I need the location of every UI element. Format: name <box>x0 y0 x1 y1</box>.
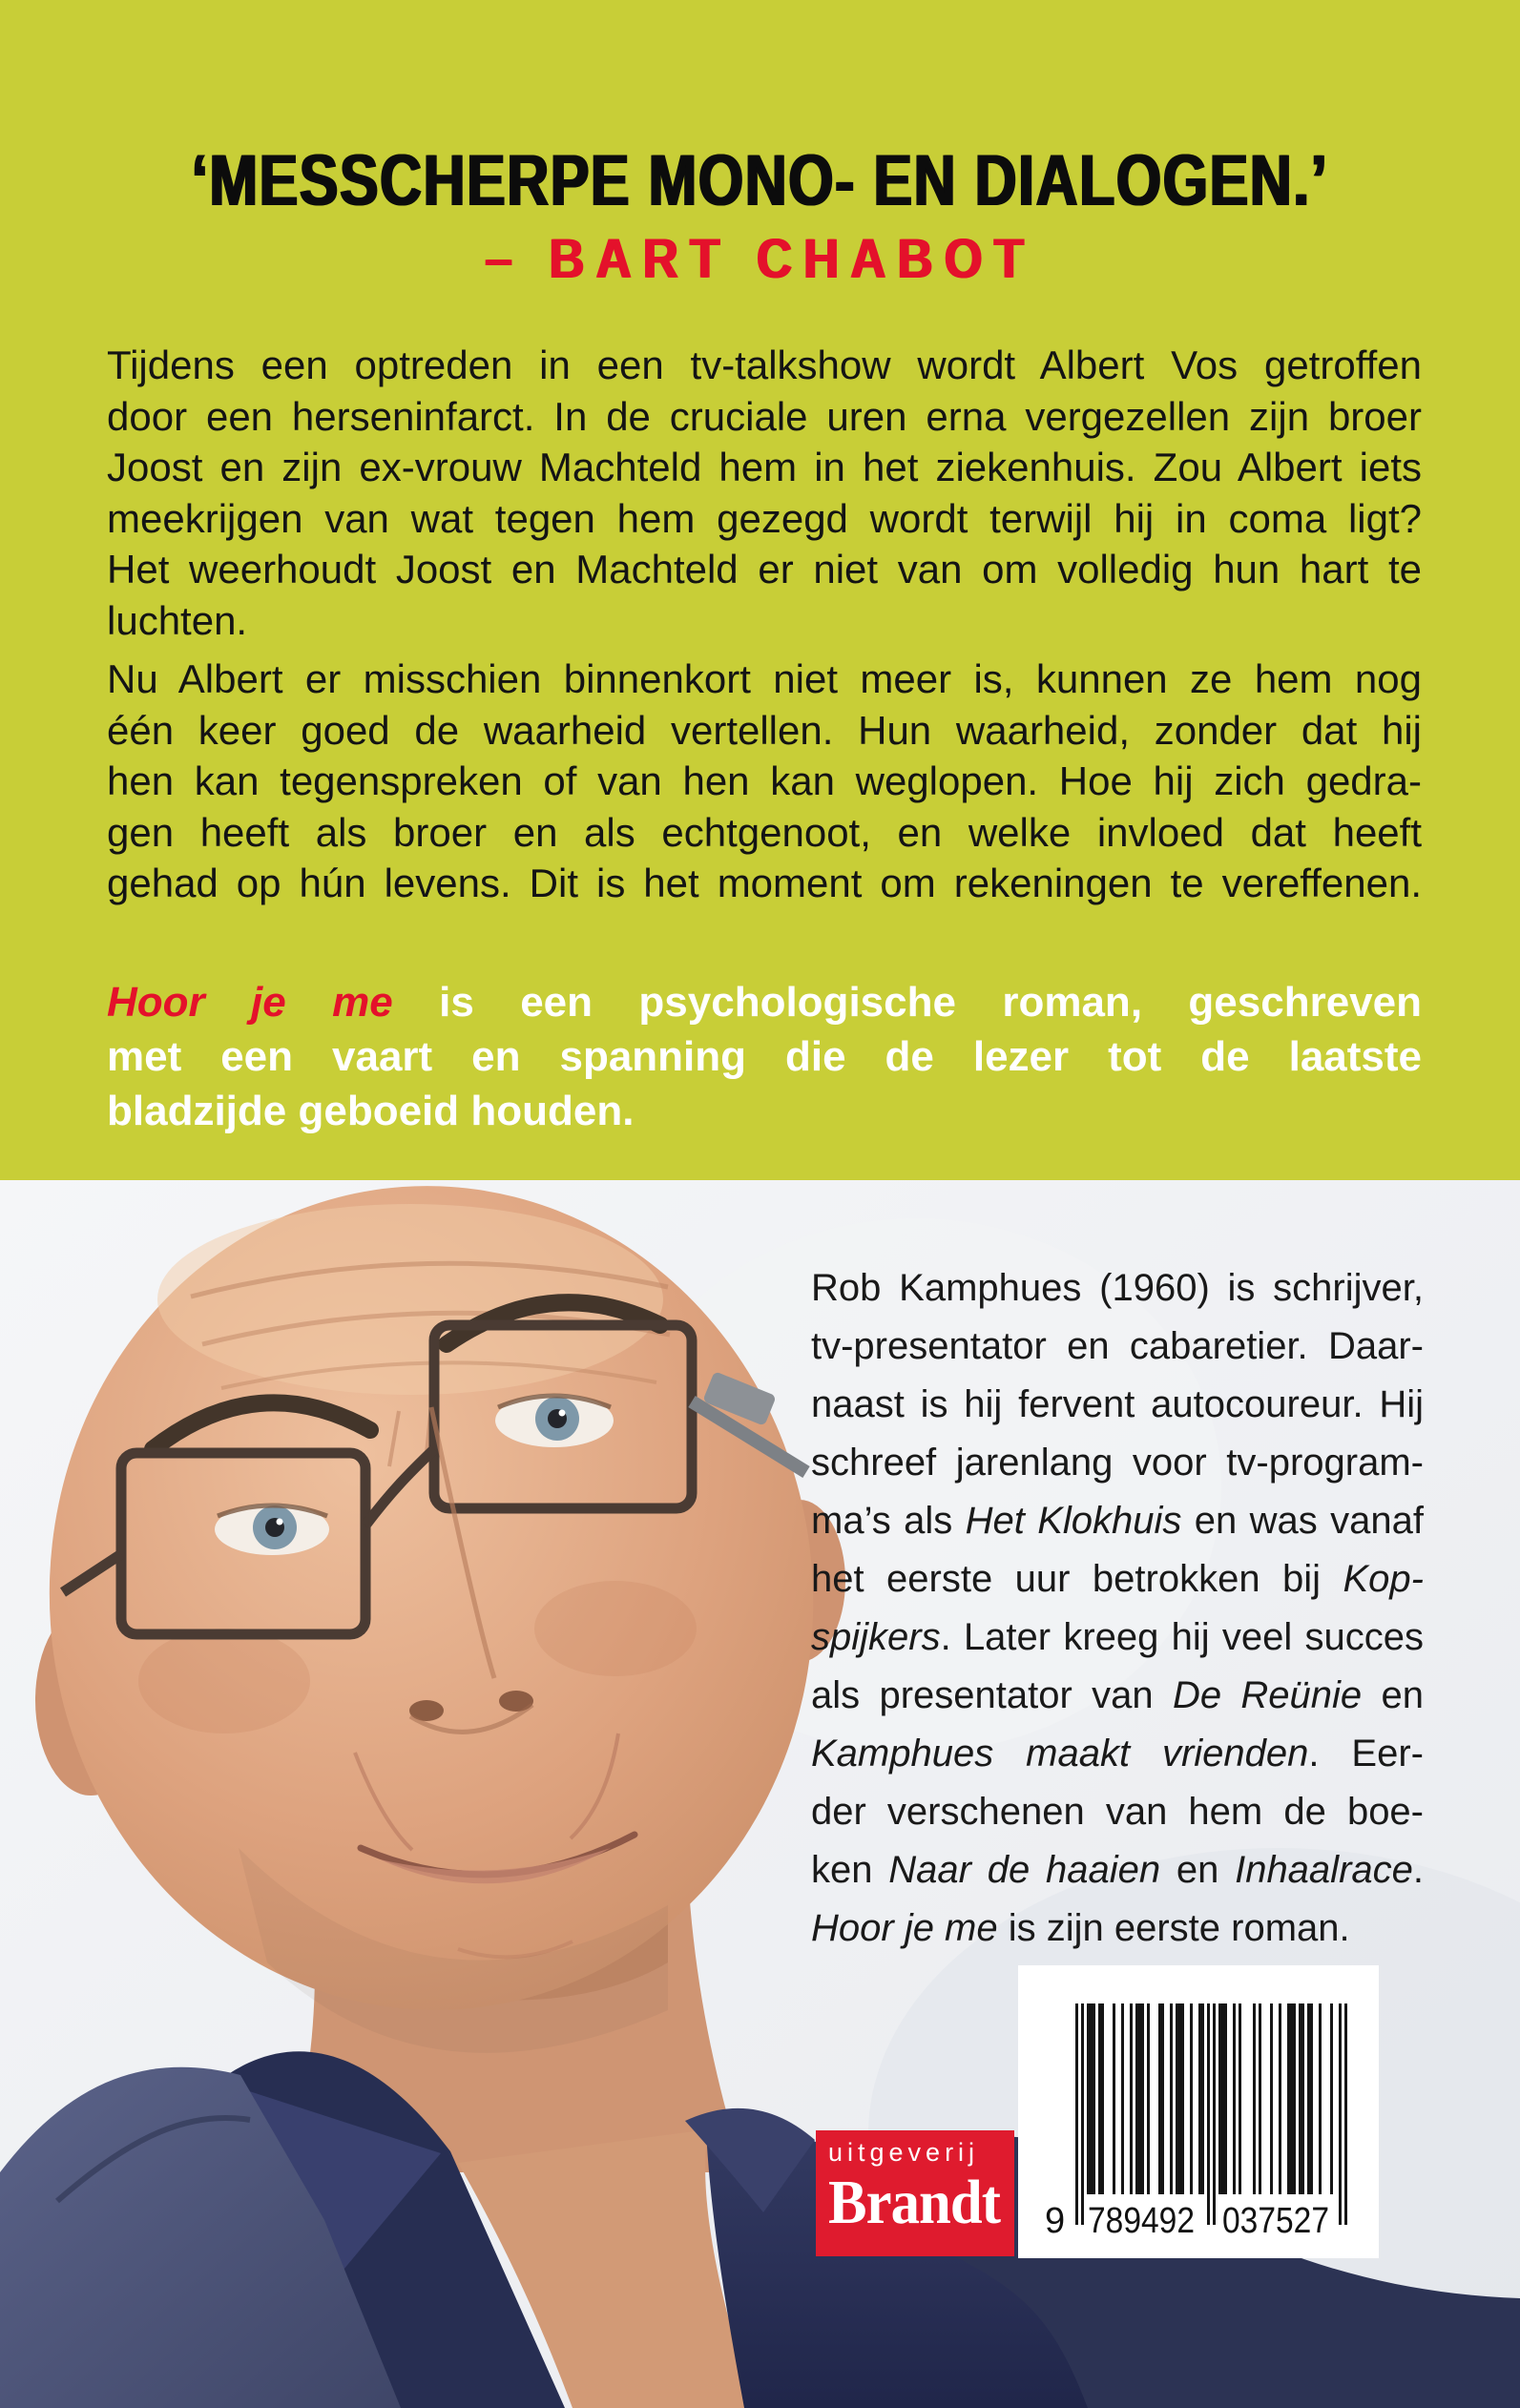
publisher-imprint-label: uitgeverij <box>828 2138 980 2167</box>
text-line: door een herseninfarct. In de cruciale uren erna vergezellen zijn broer <box>107 393 1422 439</box>
text-line: Hoor je me is zijn eerste roman. <box>811 1907 1350 1949</box>
text-line: het eerste uur betrokken bij Kop- <box>811 1558 1424 1600</box>
text-line: spijkers. Later kreeg hij veel succes <box>811 1616 1424 1658</box>
barcode-bars <box>1037 2003 1362 2252</box>
text-line: gen heeft als broer en als echtgenoot, en welke invloed dat heeft <box>107 809 1422 855</box>
text-line: meekrijgen van wat tegen hem gezegd wordt terwijl hij in coma ligt? <box>107 495 1422 541</box>
barcode <box>1018 1965 1379 2258</box>
quote-text: ‘MESSCHERPE MONO- EN DIALOGEN.’ <box>191 140 1329 221</box>
text-line: één keer goed de waarheid vertellen. Hun waarheid, zonder dat hij <box>107 707 1422 753</box>
text-line: Rob Kamphues (1960) is schrijver, <box>811 1267 1424 1309</box>
text-line: tv-presentator en cabaretier. Daar- <box>811 1325 1424 1367</box>
text-line: met een vaart en spanning die de lezer tot de laatste <box>107 1033 1422 1080</box>
barcode-digits: 037527 <box>1222 2201 1329 2241</box>
barcode-digits: 789492 <box>1088 2201 1195 2241</box>
barcode-digits: 9 <box>1045 2201 1066 2241</box>
synopsis-paragraph-2 <box>107 654 1422 909</box>
text-line: gehad op hún levens. Dit is het moment om rekeningen te vereffenen. <box>107 861 1422 905</box>
text-line: bladzijde geboeid houden. <box>107 1088 635 1134</box>
text-line: hen kan tegenspreken of van hen kan weglopen. Hoe hij zich gedra- <box>107 758 1422 803</box>
quote-attribution-text: – BART CHABOT <box>484 228 1035 290</box>
publisher-name: Brandt <box>828 2168 1001 2237</box>
text-line: als presentator van De Reünie en <box>811 1674 1424 1716</box>
text-line: der verschenen van hem de boe- <box>811 1791 1424 1833</box>
text-line: Joost en zijn ex-vrouw Machteld hem in het ziekenhuis. Zou Albert iets <box>107 445 1422 489</box>
quote-attribution <box>0 227 1520 291</box>
pitch-paragraph <box>107 975 1422 1138</box>
text-line: ken Naar de haaien en Inhaalrace. <box>811 1849 1424 1891</box>
publisher-logo <box>816 2130 1014 2256</box>
text-line: Kamphues maakt vrienden. Eer- <box>811 1733 1424 1775</box>
text-line: naast is hij fervent autocoureur. Hij <box>811 1383 1424 1425</box>
text-line: Nu Albert er misschien binnenkort niet meer is, kunnen ze hem nog <box>107 656 1422 701</box>
blurb-section <box>0 0 1520 1180</box>
author-bio <box>811 1259 1424 1958</box>
synopsis-paragraph-1 <box>107 340 1422 646</box>
text-line: luchten. <box>107 597 248 643</box>
text-line: Hoor je me is een psychologische roman, geschreven <box>107 979 1423 1026</box>
text-line: schreef jarenlang voor tv-program- <box>811 1442 1424 1484</box>
text-line: ma’s als Het Klokhuis en was vanaf <box>811 1500 1424 1542</box>
synopsis <box>107 340 1422 909</box>
quote-headline <box>0 139 1520 222</box>
text-line: Tijdens een optreden in een tv-talkshow wordt Albert Vos getroffen <box>107 343 1422 387</box>
photo-section <box>0 1180 1520 2408</box>
text-line: Het weerhoudt Joost en Machteld er niet van om volledig hun hart te <box>107 547 1422 592</box>
